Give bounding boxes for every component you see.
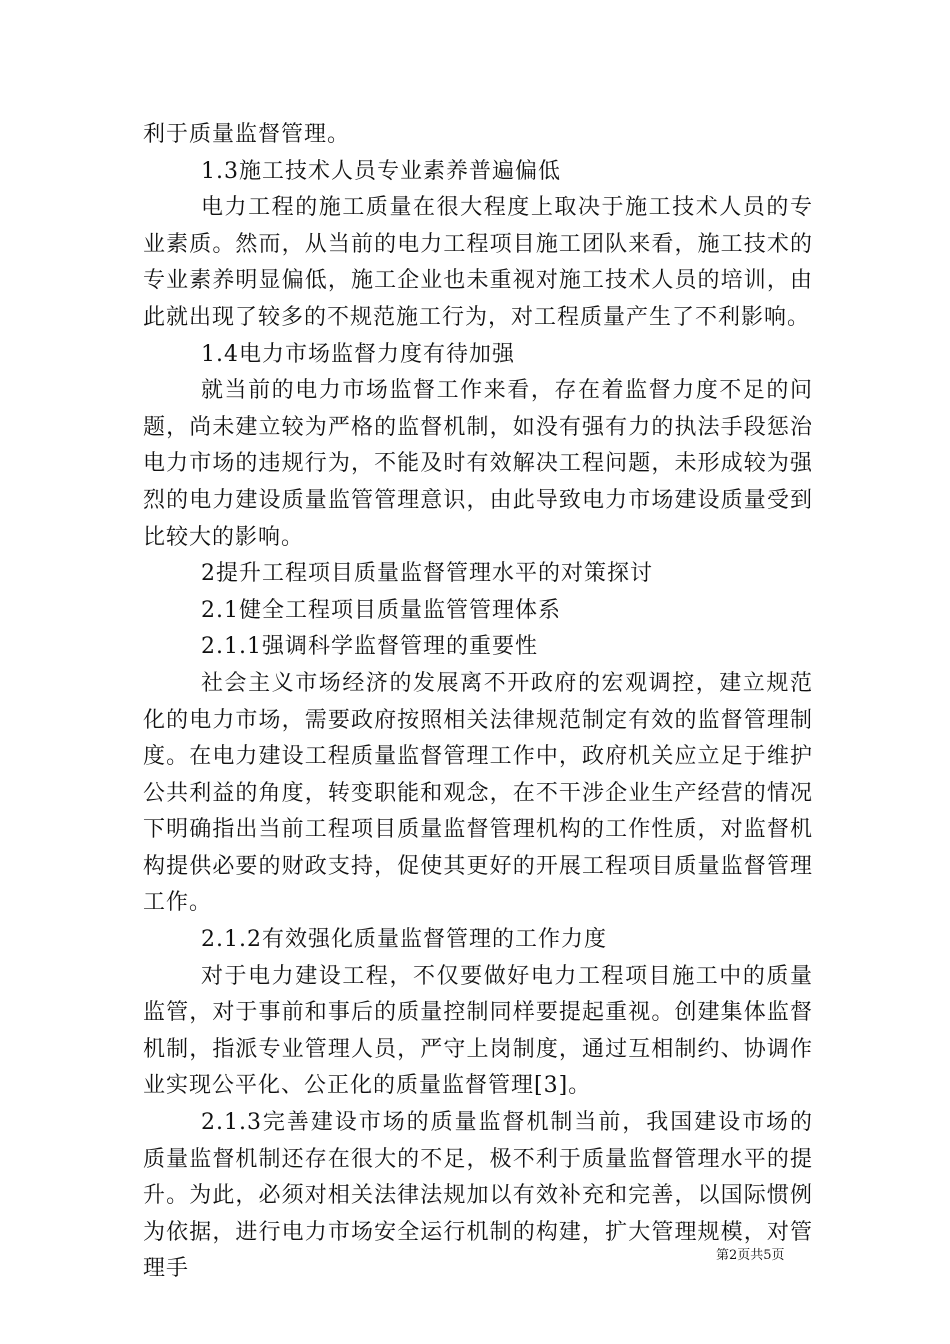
paragraph-continuation: 利于质量监督管理。	[143, 122, 351, 147]
paragraph: 对于电力建设工程，不仅要做好电力工程项目施工中的质量监管，对于事前和事后的质量控制同样要提起重视。创建集体监督机制，指派专业管理人员，严守上岗制度，通过互相制约、协调作业实现公平化、公正化的质量监督管理[3]。	[143, 963, 813, 1099]
page-number: 第2页共5页	[716, 1248, 785, 1263]
section-heading-2: 2提升工程项目质量监督管理水平的对策探讨	[201, 561, 653, 587]
section-heading-1-4: 1.4电力市场监督力度有待加强	[201, 341, 515, 367]
paragraph: 2.1.3完善建设市场的质量监督机制当前，我国建设市场的质量监督机制还存在很大的不足，极不利于质量监督管理水平的提升。为此，必须对相关法律法规加以有效补充和完善，以国际惯例为依据，进行电力市场安全运行机制的构建，扩大管理规模，对管理手	[143, 1110, 813, 1282]
paragraph: 电力工程的施工质量在很大程度上取决于施工技术人员的专业素质。然而，从当前的电力工程项目施工团队来看，施工技术的专业素养明显偏低，施工企业也未重视对施工技术人员的培训，由此就出现了较多的不规范施工行为，对工程质量产生了不利影响。	[143, 195, 813, 330]
section-heading-2-1-2: 2.1.2有效强化质量监督管理的工作力度	[201, 927, 607, 953]
paragraph: 就当前的电力市场监督工作来看，存在着监督力度不足的问题，尚未建立较为严格的监督机制，如没有强有力的执法手段惩治电力市场的违规行为，不能及时有效解决工程问题，未形成较为强烈的电力建设质量监管管理意识，由此导致电力市场建设质量受到比较大的影响。	[143, 378, 813, 550]
document-body	[143, 117, 813, 1288]
paragraph: 社会主义市场经济的发展离不开政府的宏观调控，建立规范化的电力市场，需要政府按照相关法律规范制定有效的监督管理制度。在电力建设工程质量监督管理工作中，政府机关应立足于维护公共利益的角度，转变职能和观念，在不干涉企业生产经营的情况下明确指出当前工程项目质量监督管理机构的工作性质，对监督机构提供必要的财政支持，促使其更好的开展工程项目质量监督管理工作。	[143, 670, 813, 916]
section-heading-1-3: 1.3施工技术人员专业素养普遍偏低	[201, 158, 561, 184]
section-heading-2-1-1: 2.1.1强调科学监督管理的重要性	[201, 634, 538, 660]
section-heading-2-1: 2.1健全工程项目质量监管管理体系	[201, 597, 561, 623]
